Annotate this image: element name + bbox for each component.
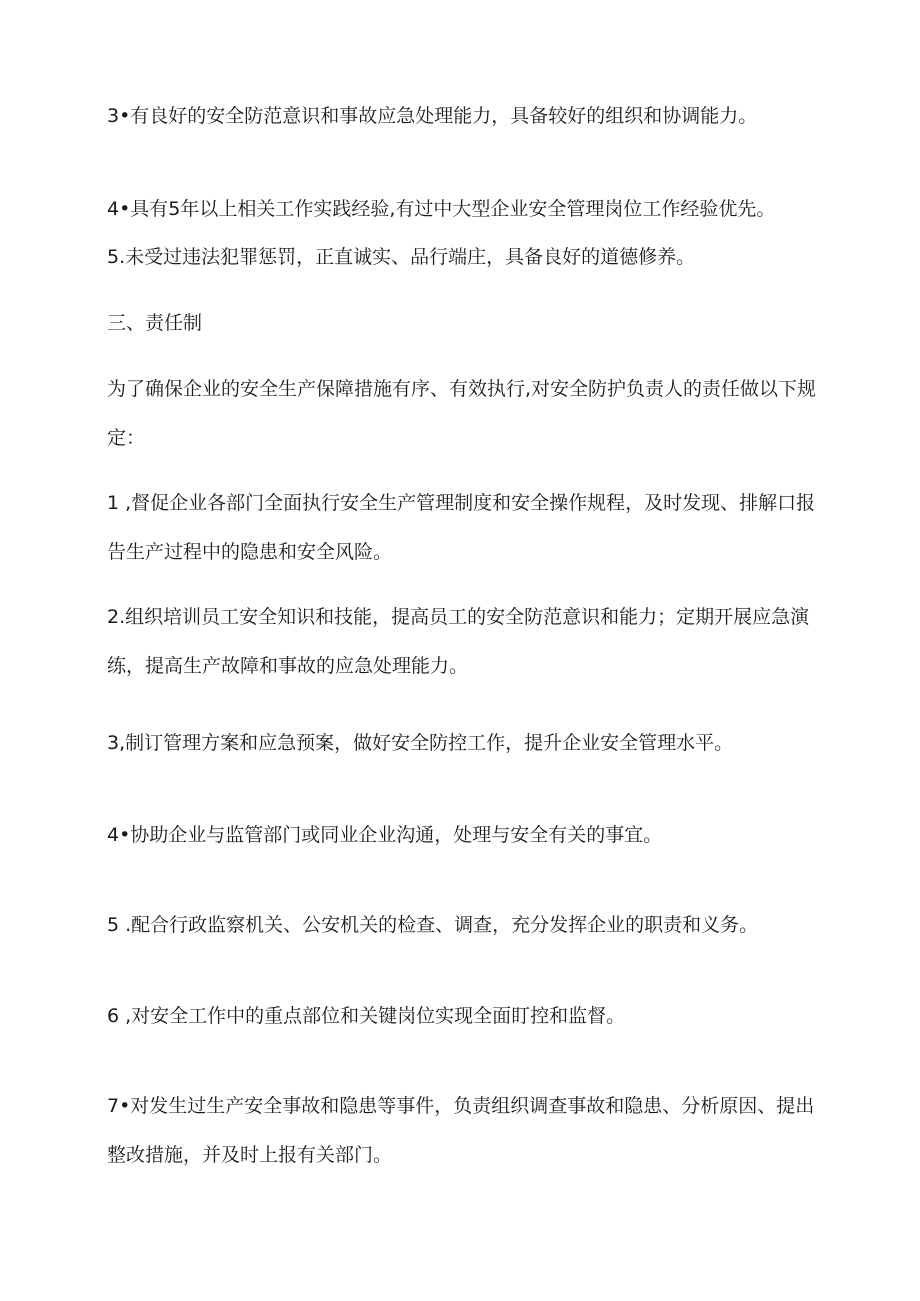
requirement-3: 3•有良好的安全防范意识和事故应急处理能力，具备较好的组织和协调能力。 (107, 105, 758, 127)
duty-7-line-1: 7•对发生过生产安全事故和隐患等事件，负责组织调查事故和隐患、分析原因、提出 (107, 1095, 815, 1117)
section-heading-responsibility: 三、责任制 (107, 312, 203, 334)
duty-2-line-1: 2.组织培训员工安全知识和技能，提高员工的安全防范意识和能力；定期开展应急演 (107, 606, 810, 628)
intro-paragraph-line-2: 定： (107, 427, 146, 449)
requirement-5: 5.未受过违法犯罪惩罚，正直诚实、品行端庄，具备良好的道德修养。 (107, 246, 696, 268)
intro-paragraph-line-1: 为了确保企业的安全生产保障措施有序、有效执行,对安全防护负责人的责任做以下规 (107, 378, 817, 400)
duty-3: 3,制订管理方案和应急预案，做好安全防控工作，提升企业安全管理水平。 (107, 732, 734, 754)
duty-5: 5 .配合行政监察机关、公安机关的检查、调查，充分发挥企业的职责和义务。 (107, 914, 759, 936)
duty-7-line-2: 整改措施，并及时上报有关部门。 (107, 1144, 393, 1166)
duty-6: 6 ,对安全工作中的重点部位和关键岗位实现全面盯控和监督。 (107, 1005, 626, 1027)
duty-4: 4•协助企业与监管部门或同业企业沟通，处理与安全有关的事宜。 (107, 824, 663, 846)
duty-2-line-2: 练，提高生产故障和事故的应急处理能力。 (107, 655, 469, 677)
duty-1-line-2: 告生产过程中的隐患和安全风险。 (107, 541, 393, 563)
duty-1-line-1: 1 ,督促企业各部门全面执行安全生产管理制度和安全操作规程，及时发现、排解口报 (107, 492, 816, 514)
requirement-4: 4•具有5年以上相关工作实践经验,有过中大型企业安全管理岗位工作经验优先。 (107, 198, 776, 220)
